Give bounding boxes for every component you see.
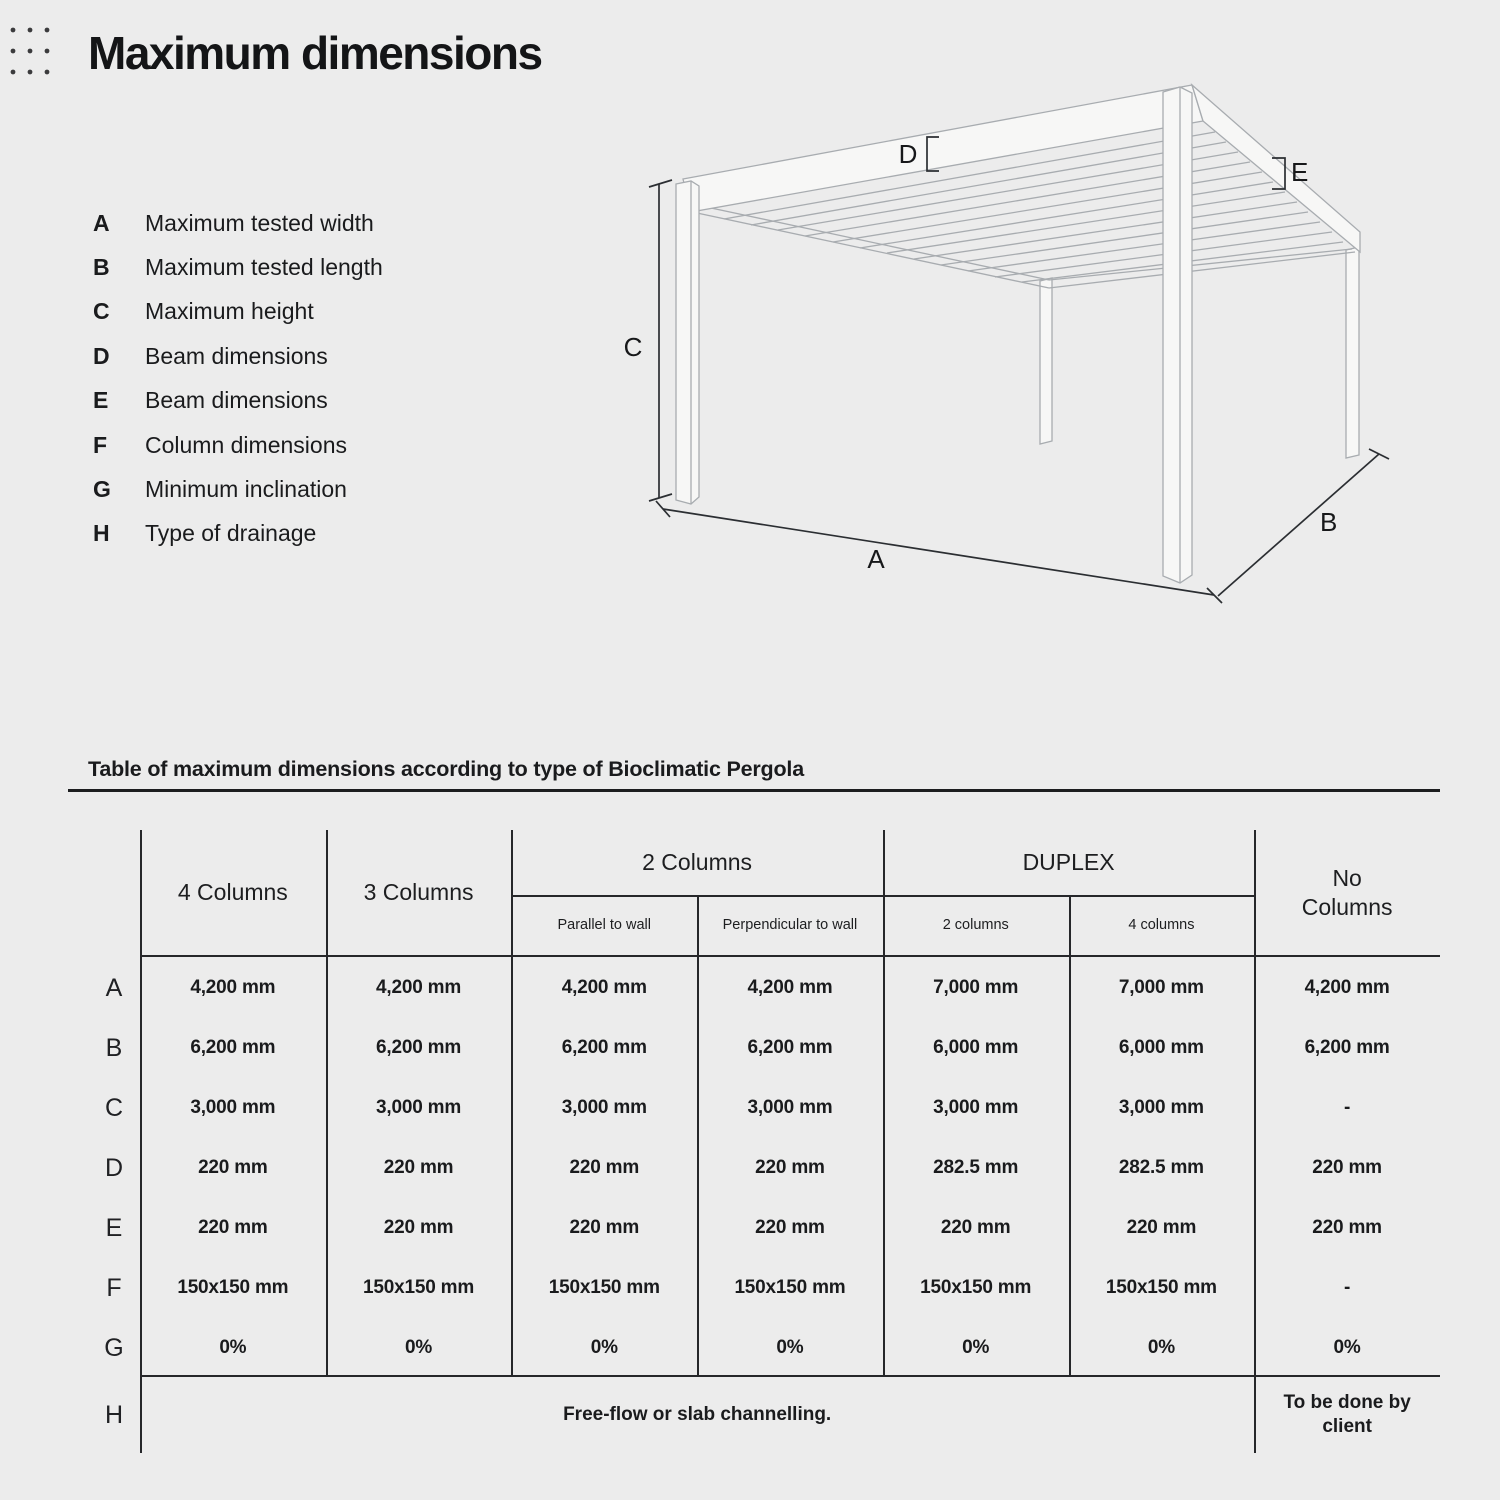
table-cell: 220 mm [383, 1157, 454, 1178]
legend-key: D [93, 342, 110, 369]
row-label: H [104, 1400, 124, 1429]
legend-item [93, 334, 383, 378]
table-cell: 220 mm [569, 1217, 640, 1238]
table-cell: 150x150 mm [920, 1277, 1032, 1298]
table-cell: 220 mm [1312, 1157, 1382, 1178]
table-cell-h-merged: Free-flow or slab channelling. [563, 1404, 832, 1425]
table-cell: 7,000 mm [933, 977, 1019, 998]
table-cell: 150x150 mm [734, 1277, 846, 1298]
label-B: B [1320, 507, 1338, 537]
table-cell: 282.5 mm [1118, 1157, 1204, 1178]
table-cell: 6,200 mm [747, 1037, 833, 1058]
dimensions-table [104, 827, 1440, 1455]
legend-label: Minimum inclination [145, 476, 347, 503]
table-cell: 0% [1147, 1337, 1175, 1358]
header-4-columns: 4 Columns [177, 879, 288, 905]
table-cell: 220 mm [940, 1217, 1011, 1238]
legend-item [93, 467, 383, 511]
table-cell: 150x150 mm [177, 1277, 289, 1298]
table-cell: 3,000 mm [190, 1097, 276, 1118]
table-cell: 4,200 mm [376, 977, 462, 998]
legend-key: F [93, 431, 108, 458]
header-duplex: DUPLEX [1022, 849, 1115, 875]
table-cell: 6,000 mm [1118, 1037, 1204, 1058]
table-cell: 220 mm [755, 1217, 825, 1238]
table-cell: 6,200 mm [561, 1037, 647, 1058]
table-cell: 0% [1333, 1337, 1361, 1358]
table-cell: 220 mm [198, 1157, 268, 1178]
table-cell: 150x150 mm [1105, 1277, 1217, 1298]
table-cell: - [1344, 1097, 1351, 1118]
header-3-columns: 3 Columns [363, 879, 474, 905]
table-cell: 220 mm [755, 1157, 825, 1178]
page-title: Maximum dimensions [88, 27, 542, 79]
table-cell: 150x150 mm [363, 1277, 475, 1298]
legend-item [93, 290, 383, 334]
table-cell: - [1344, 1277, 1351, 1298]
table-cell: 6,000 mm [933, 1037, 1019, 1058]
row-label: G [104, 1333, 124, 1362]
dots-grid-icon [9, 26, 61, 82]
label-A: A [867, 544, 885, 574]
label-D: D [898, 139, 918, 169]
pergola-isometric-drawing [600, 70, 1500, 630]
legend-key: H [93, 520, 110, 547]
table-cell: 3,000 mm [561, 1097, 647, 1118]
row-label: C [104, 1093, 124, 1122]
row-label: D [104, 1153, 124, 1182]
legend-label: Beam dimensions [145, 342, 328, 369]
title-rule [68, 789, 1440, 792]
table-cell: 0% [405, 1337, 433, 1358]
legend-item [93, 201, 383, 245]
row-label: A [105, 973, 123, 1002]
table-cell: 6,200 mm [1304, 1037, 1390, 1058]
legend-key: B [93, 254, 110, 281]
legend-label: Type of drainage [145, 520, 317, 547]
header-no-columns [1254, 830, 1440, 955]
legend-label: Maximum tested length [145, 254, 383, 281]
table-cell: 0% [776, 1337, 804, 1358]
dimension-legend [93, 201, 383, 556]
table-cell: 150x150 mm [548, 1277, 660, 1298]
header-parallel-to-wall: Parallel to wall [557, 917, 651, 933]
dimension-lines [649, 137, 1389, 603]
table-cell: 3,000 mm [933, 1097, 1019, 1118]
table-cell: 7,000 mm [1118, 977, 1204, 998]
pergola-structure [676, 85, 1360, 583]
header-duplex-2-columns: 2 columns [942, 917, 1009, 933]
legend-item [93, 245, 383, 289]
legend-key: A [93, 209, 110, 236]
table-cell: 3,000 mm [376, 1097, 462, 1118]
legend-label: Beam dimensions [145, 387, 328, 414]
table-cell: 6,200 mm [376, 1037, 462, 1058]
table-cell: 3,000 mm [747, 1097, 833, 1118]
table-cell: 0% [962, 1337, 990, 1358]
legend-label: Column dimensions [145, 431, 347, 458]
row-label: E [105, 1213, 123, 1242]
table-cell: 220 mm [198, 1217, 268, 1238]
header-no-columns-label: No Columns [1301, 864, 1393, 920]
table-border [140, 955, 1440, 957]
table-cell: 220 mm [383, 1217, 454, 1238]
table-cell: 3,000 mm [1118, 1097, 1204, 1118]
label-E: E [1291, 157, 1309, 187]
label-C: C [623, 332, 643, 362]
table-body [140, 958, 1440, 1378]
legend-key: G [93, 476, 111, 503]
legend-item [93, 512, 383, 556]
table-cell: 4,200 mm [561, 977, 647, 998]
table-cell: 4,200 mm [190, 977, 276, 998]
legend-label: Maximum tested width [145, 209, 374, 236]
table-cell: 6,200 mm [190, 1037, 276, 1058]
table-cell: 220 mm [569, 1157, 640, 1178]
table-cell: 282.5 mm [933, 1157, 1019, 1178]
row-label: B [105, 1033, 123, 1062]
table-cell: 4,200 mm [1304, 977, 1390, 998]
table-cell: 220 mm [1126, 1217, 1197, 1238]
legend-key: E [93, 387, 109, 414]
legend-item [93, 379, 383, 423]
table-cell: 220 mm [1312, 1217, 1382, 1238]
header-duplex-4-columns: 4 columns [1128, 917, 1195, 933]
legend-label: Maximum height [145, 298, 314, 325]
legend-item [93, 423, 383, 467]
header-perpendicular-to-wall: Perpendicular to wall [722, 917, 858, 933]
table-cell: 0% [590, 1337, 618, 1358]
row-label: F [106, 1273, 122, 1302]
table-title: Table of maximum dimensions according to type of Bioclimatic Pergola [88, 757, 804, 781]
table-cell: 4,200 mm [747, 977, 833, 998]
legend-key: C [93, 298, 110, 325]
table-cell-h-no-columns: To be done by client [1283, 1392, 1411, 1437]
header-2-columns: 2 Columns [642, 849, 753, 875]
table-cell: 0% [219, 1337, 247, 1358]
